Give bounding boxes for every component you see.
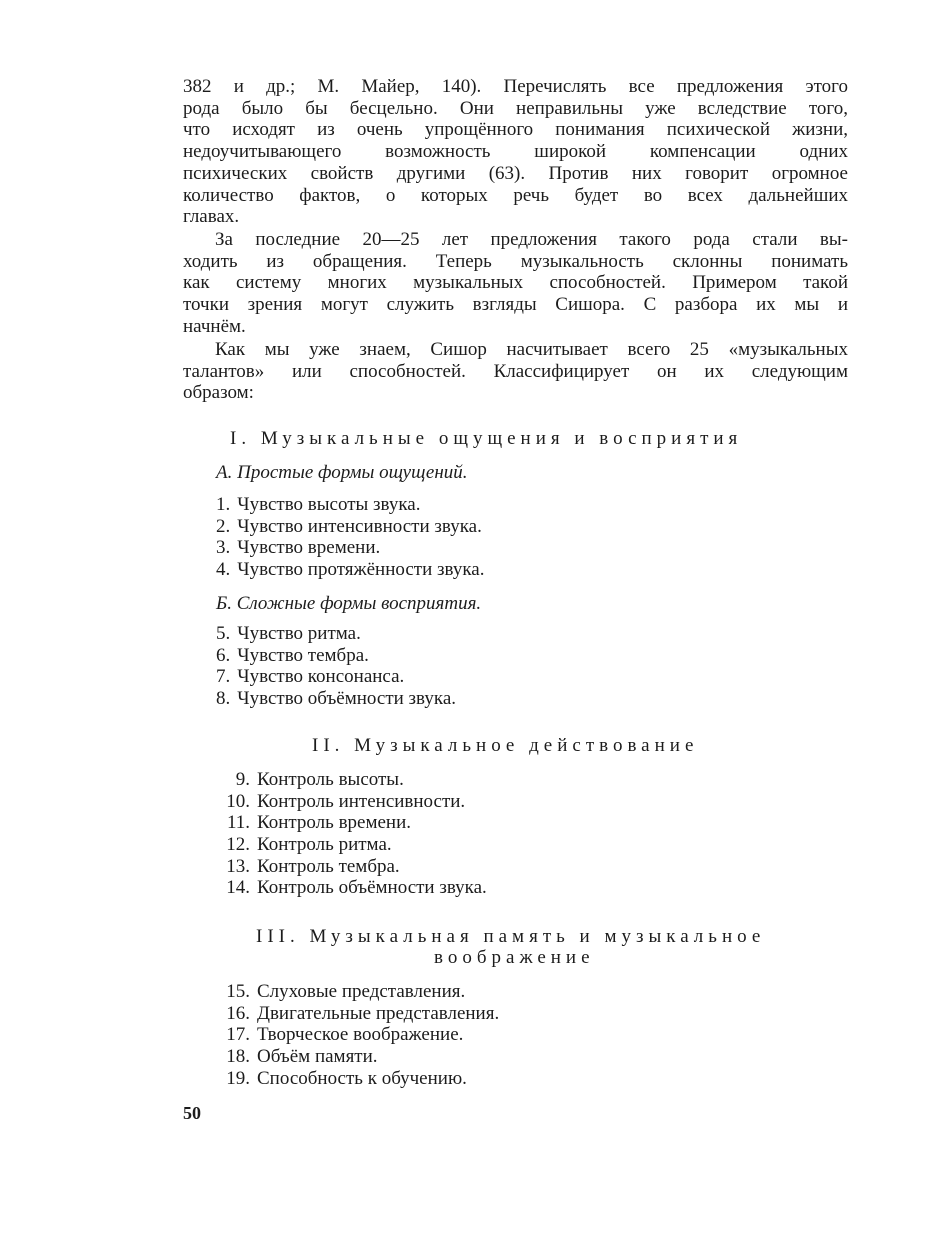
item-number: 7.	[216, 666, 231, 688]
item-text: Чувство протяжённости звука.	[237, 559, 485, 581]
item-text: Слуховые представления.	[257, 981, 466, 1002]
item-number: 14.	[226, 877, 250, 899]
list-item	[216, 769, 487, 791]
item-number: 9.	[235, 769, 250, 790]
item-number: 19.	[226, 1067, 250, 1089]
item-number: 11.	[226, 812, 250, 834]
item-number: 1.	[216, 494, 231, 515]
item-number: 3.	[216, 537, 231, 559]
item-text: Объём памяти.	[257, 1046, 378, 1068]
paragraph-1	[183, 76, 848, 228]
list-item	[216, 981, 499, 1003]
list-item	[216, 1024, 499, 1046]
section-1-list-a	[216, 494, 484, 581]
paragraph-line: недоучитывающего возможность широкой компенсации одних	[183, 141, 848, 163]
item-text: Контроль ритма.	[257, 834, 392, 856]
paragraph-line: талантов» или способностей. Классифицирует он их следующим	[183, 360, 848, 382]
item-text: Контроль тембра.	[257, 855, 400, 877]
paragraph-line: За последние 20—25 лет предложения такого рода стали вы-	[215, 229, 848, 250]
paragraph-line: психических свойств другими (63). Против них говорит огромное	[183, 162, 848, 184]
section-1-heading: I. Музыкальные ощущения и восприятия	[230, 428, 743, 449]
paragraph-line: начнём.	[183, 315, 246, 337]
list-item	[216, 559, 484, 581]
paragraph-3	[183, 339, 848, 404]
item-number: 5.	[216, 623, 231, 644]
list-item	[216, 688, 456, 710]
paragraph-2	[183, 229, 848, 338]
list-item	[216, 1003, 499, 1025]
list-item	[216, 537, 484, 559]
item-text: Контроль времени.	[257, 812, 412, 834]
list-item	[216, 1046, 499, 1068]
paragraph-line: образом:	[183, 382, 254, 404]
section-2-list	[216, 769, 487, 899]
item-text: Чувство консонанса.	[237, 666, 405, 688]
list-item	[216, 516, 484, 538]
item-text: Чувство интенсивности звука.	[237, 515, 482, 537]
list-item	[216, 623, 456, 645]
list-item	[216, 1068, 499, 1090]
item-text: Чувство объёмности звука.	[237, 688, 457, 710]
list-item	[216, 812, 487, 834]
paragraph-line: Как мы уже знаем, Сишор насчитывает всего 25 «музыкальных	[215, 339, 848, 360]
section-2-heading: II. Музыкальное действование	[312, 735, 699, 756]
item-number: 2.	[216, 515, 231, 537]
section-1-list-b	[216, 623, 456, 710]
paragraph-line: ходить из обращения. Теперь музыкальность склонны понимать	[183, 250, 848, 272]
list-item	[216, 834, 487, 856]
list-item	[216, 645, 456, 667]
item-number: 17.	[226, 1024, 250, 1046]
item-number: 6.	[216, 644, 231, 666]
section-3-heading-line-2: воображение	[434, 947, 595, 968]
paragraph-line: что исходят из очень упрощённого понимания психической жизни,	[183, 119, 848, 141]
item-text: Контроль объёмности звука.	[257, 877, 487, 899]
paragraph-line: количество фактов, о которых речь будет во всех дальнейших	[183, 184, 848, 206]
item-number: 8.	[216, 688, 231, 710]
paragraph-line: рода было бы бесцельно. Они неправильны уже вследствие того,	[183, 97, 848, 119]
item-number: 15.	[226, 981, 250, 1002]
list-item	[216, 877, 487, 899]
item-text: Способность к обучению.	[257, 1067, 467, 1089]
item-text: Чувство времени.	[237, 537, 381, 559]
list-item	[216, 494, 484, 516]
paragraph-line: как систему многих музыкальных способностей. Примером такой	[183, 272, 848, 294]
item-number: 13.	[226, 855, 250, 877]
item-number: 4.	[216, 559, 231, 581]
section-3-heading-line-1: III. Музыкальная память и музыкальное	[256, 926, 766, 947]
item-text: Чувство тембра.	[237, 644, 369, 666]
paragraph-line: главах.	[183, 206, 240, 228]
paragraph-line: 382 и др.; М. Майер, 140). Перечислять все предложения этого	[183, 76, 848, 97]
item-number: 12.	[226, 834, 250, 856]
item-text: Контроль интенсивности.	[257, 790, 466, 812]
item-text: Творческое воображение.	[257, 1024, 464, 1046]
list-item	[216, 666, 456, 688]
list-item	[216, 856, 487, 878]
section-1-subheading-a: А. Простые формы ощущений.	[216, 462, 468, 483]
item-text: Чувство ритма.	[237, 623, 361, 644]
item-text: Контроль высоты.	[257, 769, 404, 790]
list-item	[216, 791, 487, 813]
item-number: 16.	[226, 1002, 250, 1024]
page-number: 50	[183, 1103, 201, 1123]
section-1-subheading-b: Б. Сложные формы восприятия.	[216, 593, 482, 614]
section-3-list	[216, 981, 499, 1089]
paragraph-line: точки зрения могут служить взгляды Сишора. С разбора их мы и	[183, 294, 848, 316]
item-number: 10.	[226, 790, 250, 812]
item-text: Двигательные представления.	[257, 1002, 500, 1024]
item-number: 18.	[226, 1046, 250, 1068]
item-text: Чувство высоты звука.	[237, 494, 421, 515]
